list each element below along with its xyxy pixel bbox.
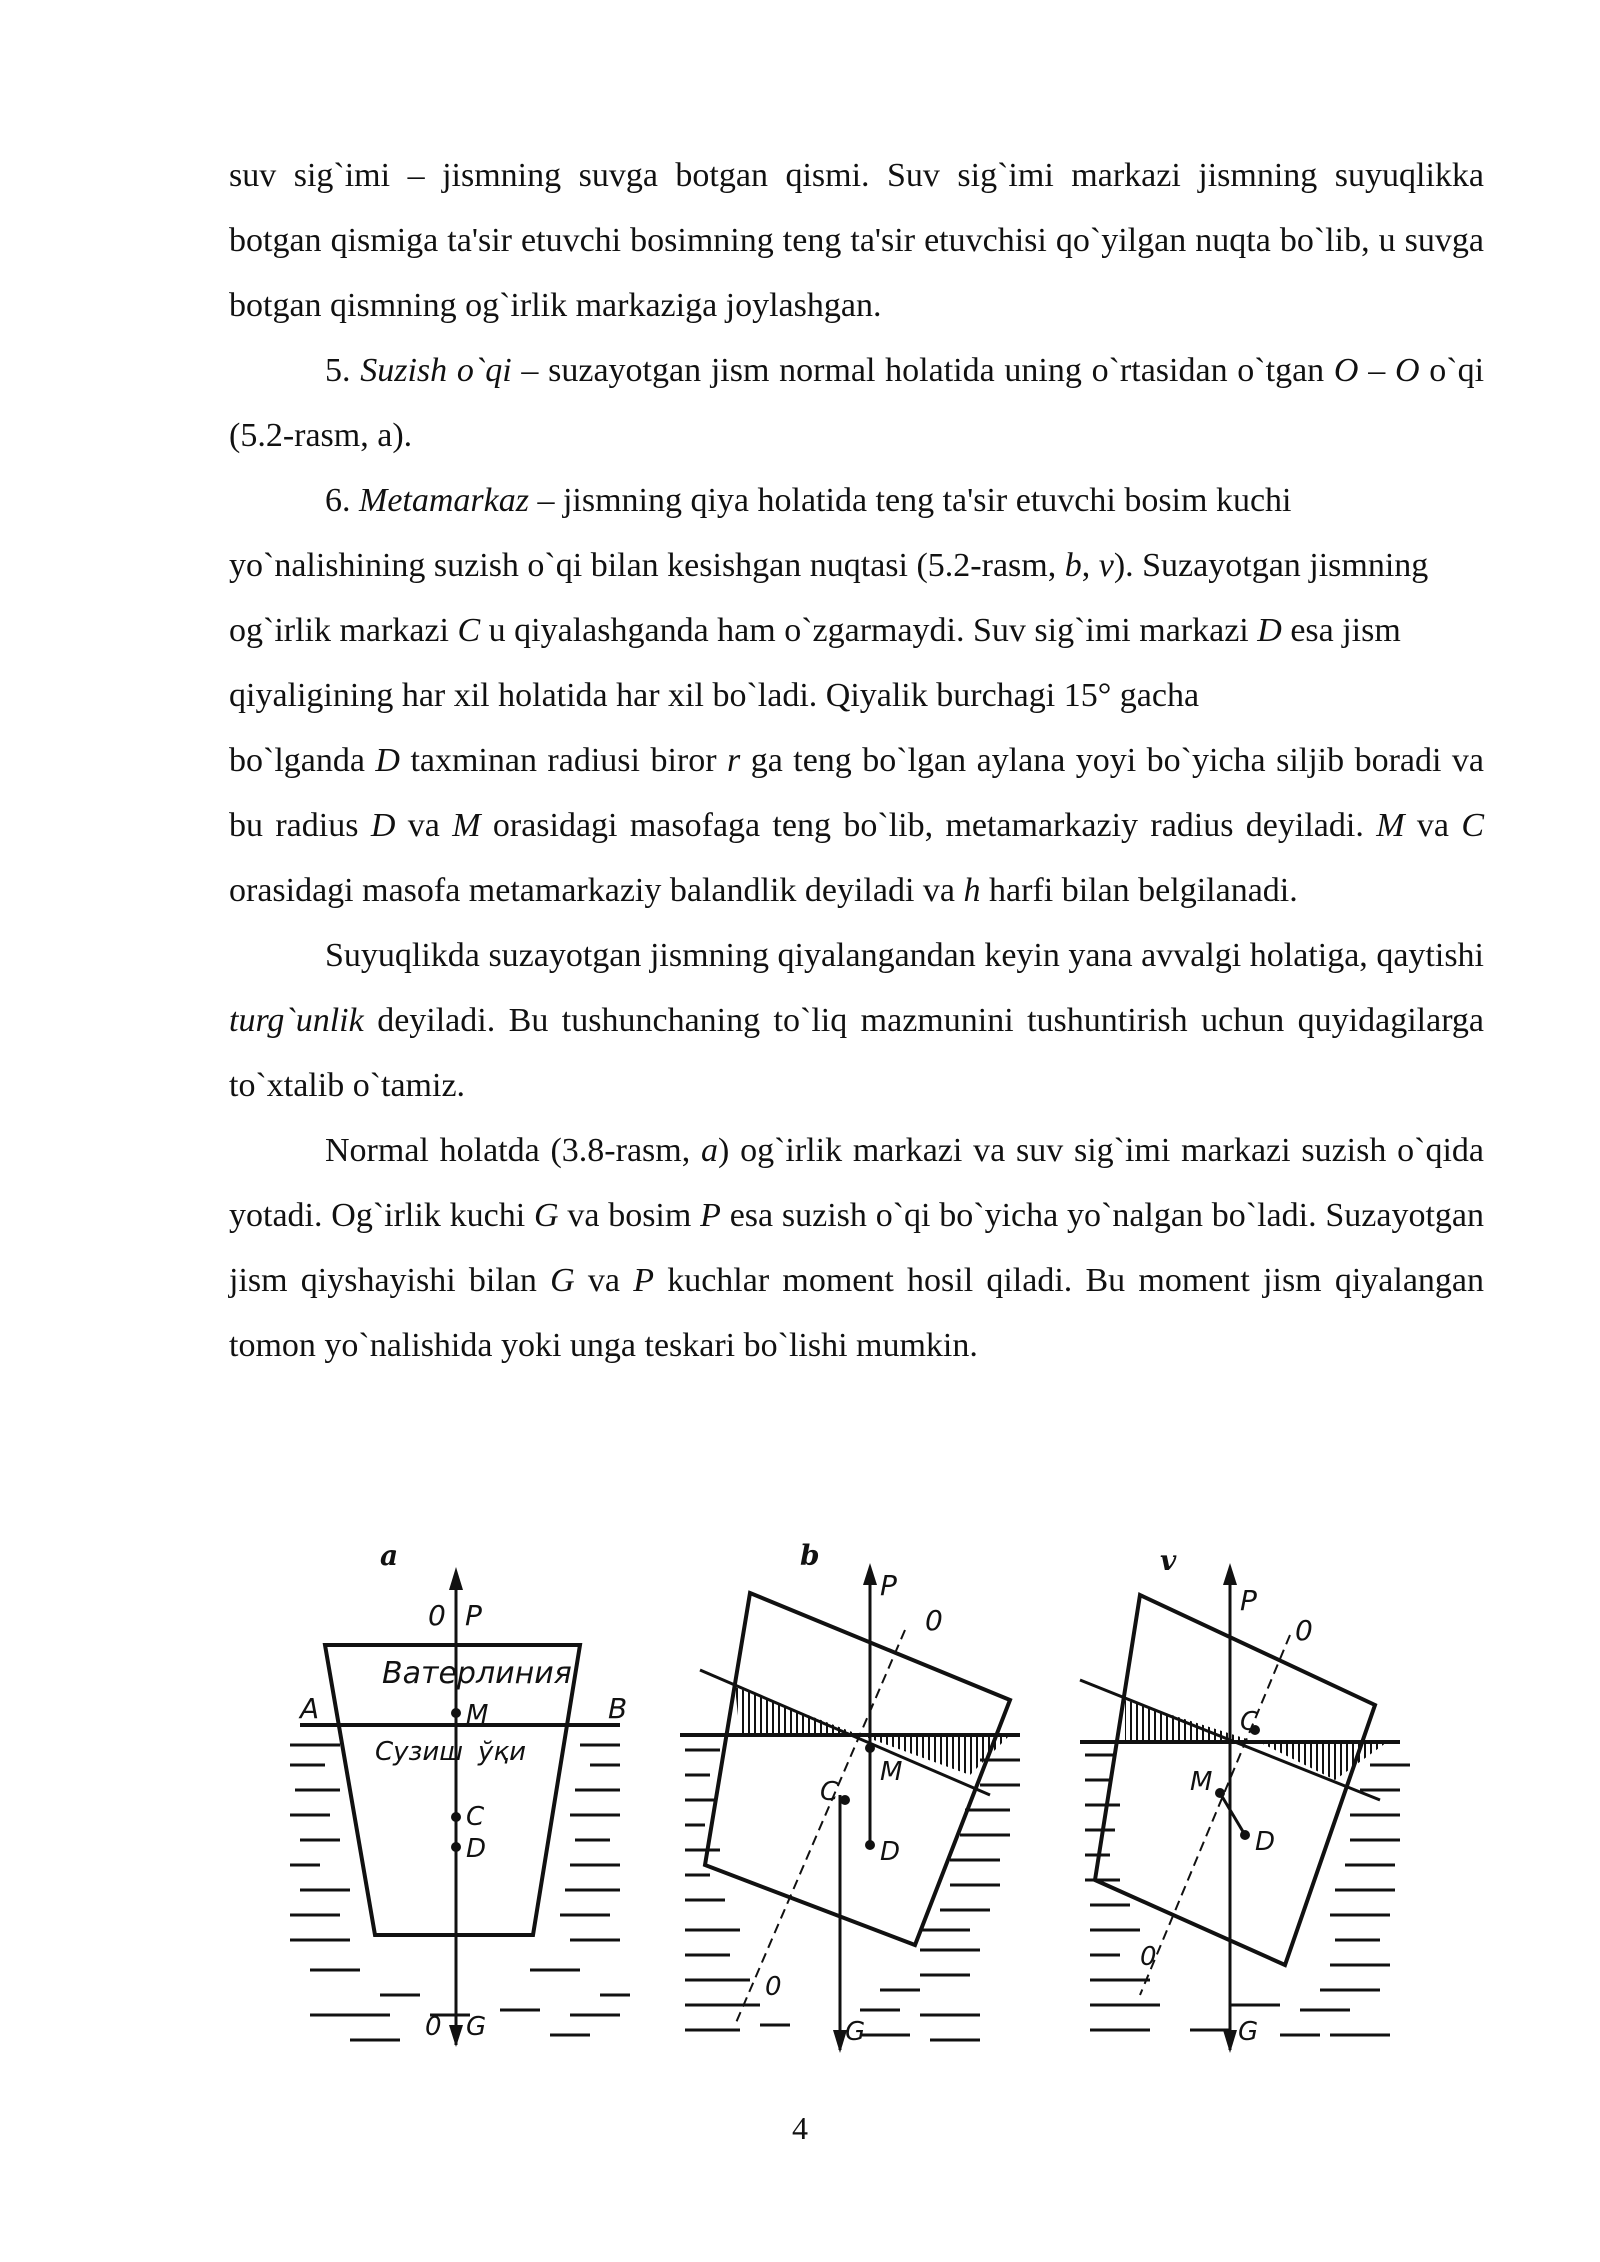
label-c-a: C [466,1802,485,1832]
text-segment: orasidagi masofa metamarkaziy balandlik deyiladi va [229,872,964,909]
text-segment: va [1404,807,1462,844]
text-segment: D [1257,612,1282,649]
text-segment: harfi bilan belgilanadi. [980,872,1298,909]
panel-label-b: b [800,1539,820,1572]
paragraph-2 [229,338,1484,468]
text-segment: G [550,1262,575,1299]
paragraph-3 [229,468,1484,728]
text-segment: esa jism qiyaligining har xil holatida har xil bo`ladi. Qiyalik burchagi 15° gacha [229,612,1401,714]
label-o-top-v: 0 [1295,1614,1313,1647]
text-segment: b [1064,547,1082,584]
label-waterline: Ватерлиния [382,1656,572,1691]
text-segment: suv sig`imi – jismning suvga botgan qismi. Suv sig`imi markazi jismning suyuqlikka botgan qismiga ta'sir etuvchi bosimning teng ta'sir etuvchisi qo`yilgan nuqta bo`lib, u suvga botgan qismning og`irlik markaziga joylashgan. [229,157,1484,324]
paragraph-1 [229,143,1484,338]
text-segment: 5. [325,352,361,389]
panel-label-v: v [1160,1544,1177,1577]
label-m-v: M [1190,1767,1213,1797]
text-segment: deyiladi. Bu tushunchaning to`liq mazmunini tushuntirish uchun quyidagilarga to`xtalib o`tamiz. [229,1002,1484,1104]
text-segment: kuchlar moment hosil qiladi. Bu moment jism qiyalangan tomon yo`nalishida yoki unga teskari bo`lishi mumkin. [229,1262,1485,1364]
label-g-b: G [845,2017,866,2047]
text-segment: orasidagi masofaga teng bo`lib, metamarkaziy radius deyiladi. [480,807,1377,844]
text-segment: taxminan radiusi biror [399,742,727,779]
label-m-b: M [880,1757,903,1787]
label-p-a: P [465,1599,482,1632]
label-a-point: A [300,1692,320,1725]
text-segment: – [1358,352,1395,389]
text-segment: turg`unlik [229,1002,364,1039]
body-text [229,143,1484,1378]
paragraph-5 [229,923,1484,1118]
panel-b [680,1539,1020,2053]
text-segment: O [1394,352,1420,389]
text-segment: va [395,807,453,844]
label-o-top-b: 0 [925,1604,943,1637]
label-p-b: P [880,1569,897,1602]
text-segment: C [1461,807,1485,844]
text-segment: , [1081,547,1099,584]
label-o-bottom-v: 0 [1140,1942,1157,1972]
label-d-b: D [880,1837,901,1867]
floating-body-figure [280,1535,1480,2055]
text-segment: v [1098,547,1114,584]
text-segment: M [452,807,481,844]
panel-v [1080,1544,1410,2053]
label-b-point: B [608,1692,628,1725]
text-segment: – suzayotgan jism normal holatida uning o`rtasidan o`tgan [511,352,1334,389]
panel-label-a: a [380,1539,399,1572]
text-segment: ) og`irlik markazi va suv sig`imi markazi suzish o`qida yotadi. Og`irlik kuchi [229,1132,1484,1234]
paragraph-4 [229,728,1484,923]
paragraph-6 [229,1118,1484,1378]
label-o-bottom-b: 0 [765,1972,782,2002]
text-segment: bo`lganda [229,742,376,779]
label-o-top-a: 0 [428,1599,446,1632]
label-g-v: G [1238,2017,1259,2047]
text-segment: Metamarkaz [359,482,529,519]
text-segment: C [457,612,481,649]
page-number: 4 [792,2110,808,2146]
text-segment: 6. [325,482,359,519]
text-segment: ga teng bo`lgan aylana yoyi bo`yicha siljib boradi va bu radius [229,742,1484,844]
text-segment: O [1333,352,1359,389]
label-m-a: M [466,1700,489,1730]
label-axis-2: ўқи [478,1737,526,1767]
text-segment: o`qi (5.2-rasm, a). [229,352,1485,454]
label-o-bottom-a: 0 [425,2012,442,2042]
label-g-a: G [466,2012,487,2042]
text-segment: va bosim [558,1197,701,1234]
text-segment: u qiyalashganda ham o`zgarmaydi. Suv sig`imi markazi [480,612,1258,649]
text-segment: Suzish o`qi [360,352,512,389]
text-segment: D [375,742,400,779]
text-segment: esa suzish o`qi bo`yicha yo`nalgan bo`ladi. Suzayotgan jism qiyshayishi bilan [229,1197,1484,1299]
text-segment: a [701,1132,718,1169]
panel-a [290,1539,630,2047]
label-axis-1: Сузиш [375,1737,464,1767]
text-segment: P [633,1262,654,1299]
label-d-v: D [1255,1827,1276,1857]
label-p-v: P [1240,1584,1257,1617]
text-segment: G [533,1197,559,1234]
text-segment: M [1376,807,1405,844]
text-segment: Suyuqlikda suzayotgan jismning qiyalangandan keyin yana avvalgi holatiga, qaytishi [325,937,1484,974]
text-segment: – jismning qiya holatida teng ta'sir etuvchi bosim kuchi yo`nalishining suzish o`qi bilan kesishgan nuqtasi (5.2-rasm, [229,482,1292,584]
text-segment: va [574,1262,634,1299]
label-c-v: C [1240,1707,1259,1737]
text-segment: Normal holatda (3.8-rasm, [325,1132,701,1169]
label-c-b: C [820,1777,839,1807]
text-segment: ). Suzayotgan jismning og`irlik markazi [229,547,1429,649]
text-segment: P [700,1197,721,1234]
text-segment: h [963,872,981,909]
text-segment: D [370,807,396,844]
text-segment: r [727,742,741,779]
label-d-a: D [466,1834,487,1864]
